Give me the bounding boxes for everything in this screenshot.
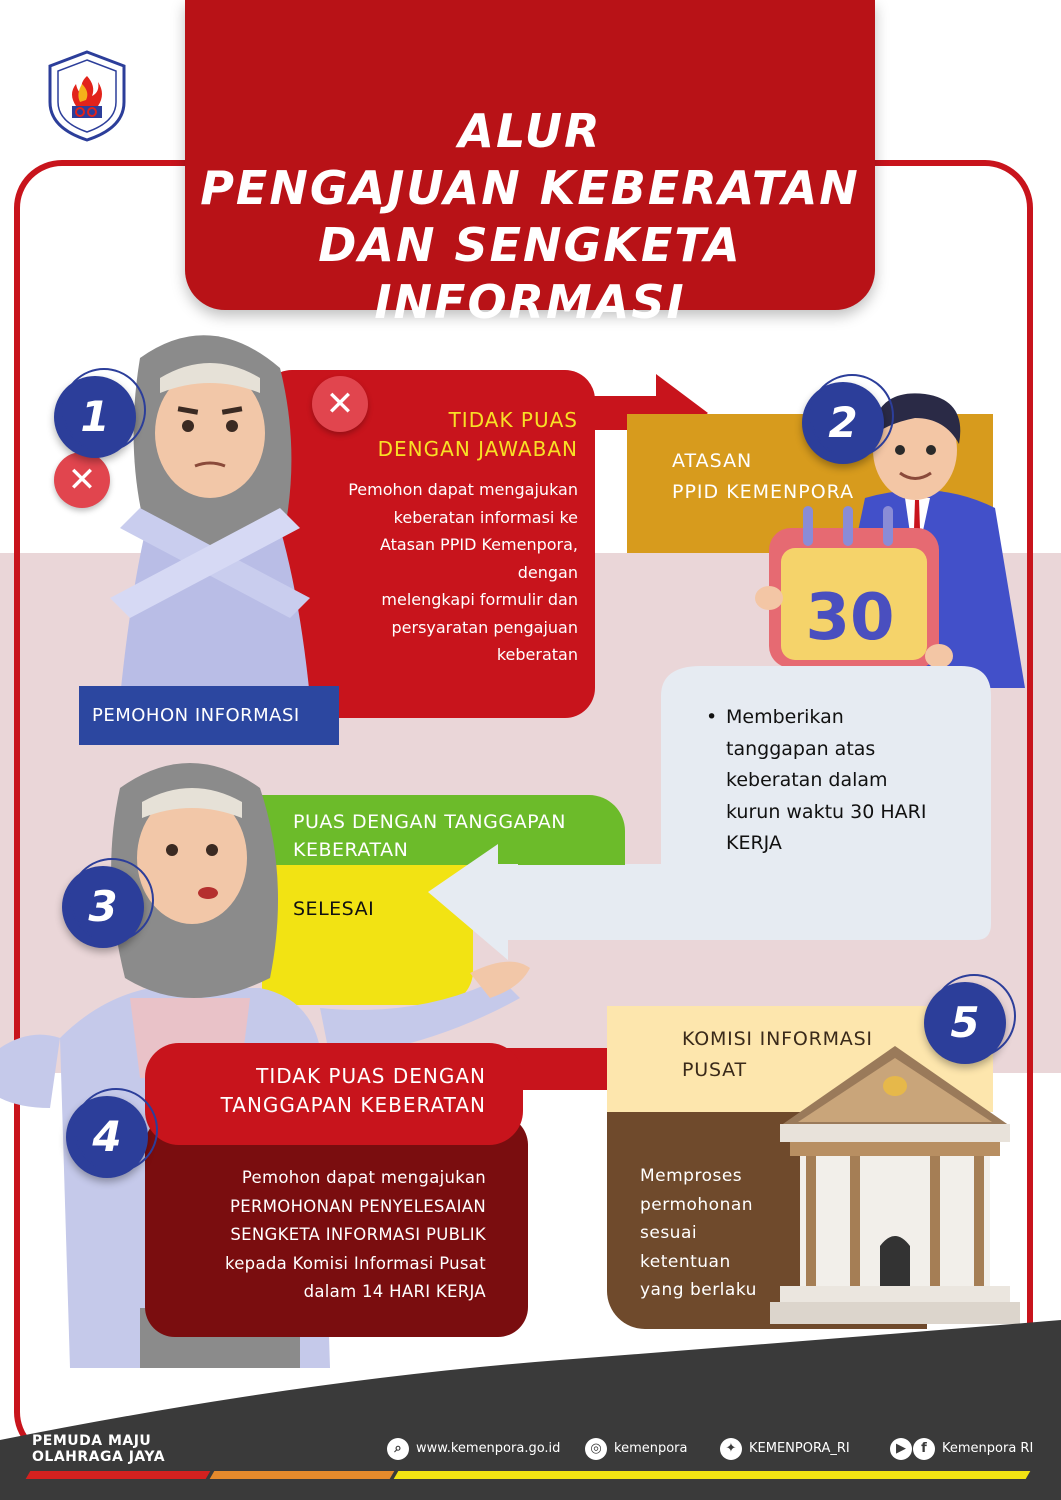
footer-slogan-line2: OLAHRAGA JAYA bbox=[32, 1449, 166, 1465]
step1-body-line: Pemohon dapat mengajukan bbox=[348, 480, 578, 499]
footer-slogan bbox=[32, 1433, 165, 1465]
instagram-icon: ◎ bbox=[585, 1438, 607, 1460]
pemohon-label-text: PEMOHON INFORMASI bbox=[92, 705, 300, 726]
step2-bullet-line: keberatan dalam bbox=[726, 769, 888, 791]
step5-body bbox=[640, 1162, 757, 1305]
step2-bullet-line: KERJA bbox=[726, 832, 782, 854]
step4-body bbox=[150, 1164, 486, 1307]
footer-stripe-red bbox=[26, 1471, 211, 1479]
title-line-2: PENGAJUAN KEBERATAN bbox=[200, 161, 860, 215]
footer-stripe-yellow bbox=[394, 1471, 1031, 1479]
step1-body-line: melengkapi formulir dan bbox=[381, 590, 578, 609]
title-line-3: DAN SENGKETA INFORMASI bbox=[318, 218, 742, 329]
step4-body-line: Pemohon dapat mengajukan bbox=[241, 1168, 486, 1187]
step4-body-line: SENGKETA INFORMASI PUBLIK bbox=[230, 1225, 486, 1244]
step3-puas-line2: KEBERATAN bbox=[293, 839, 409, 861]
step2-label-line1: ATASAN bbox=[672, 450, 753, 472]
step5-body-line: ketentuan bbox=[640, 1251, 731, 1272]
step4-body-line: PERMOHONAN PENYELESAIAN bbox=[230, 1196, 486, 1216]
step3-puas-line1: PUAS DENGAN TANGGAPAN bbox=[293, 811, 567, 833]
step-number-1: 1 bbox=[54, 376, 136, 458]
pemohon-label bbox=[79, 686, 339, 745]
step2-bullet-line: tanggapan atas bbox=[726, 737, 876, 760]
selesai-label: SELESAI bbox=[293, 898, 375, 920]
step4-heading bbox=[160, 1062, 486, 1120]
footer-stripe-orange bbox=[210, 1471, 395, 1479]
kemenpora-logo bbox=[44, 48, 130, 144]
step-number-4: 4 bbox=[66, 1096, 148, 1178]
step5-body-line: permohonan bbox=[640, 1194, 754, 1215]
step2-bullet bbox=[706, 702, 966, 860]
step2-bullet-line: kurun waktu 30 HARI bbox=[726, 800, 927, 823]
twitter-icon: ✦ bbox=[720, 1438, 742, 1460]
title-banner bbox=[185, 0, 875, 329]
step5-label-line2: PUSAT bbox=[682, 1059, 747, 1081]
footer-youtube-facebook[interactable]: Kemenpora RI bbox=[942, 1441, 1034, 1456]
step1-body-line: Atasan PPID Kemenpora, bbox=[379, 535, 578, 554]
step5-body-line: Memproses bbox=[640, 1166, 743, 1186]
step-number-3: 3 bbox=[62, 866, 144, 948]
step5-body-line: sesuai bbox=[640, 1223, 698, 1243]
footer-slogan-line1: PEMUDA MAJU bbox=[32, 1433, 152, 1449]
step-number-2: 2 bbox=[802, 382, 884, 464]
step3-puas-text bbox=[293, 808, 566, 864]
step4-body-line: kepada Komisi Informasi Pusat bbox=[224, 1253, 486, 1273]
search-icon: ⌕ bbox=[387, 1438, 409, 1460]
calendar-number: 30 bbox=[805, 581, 895, 655]
title-line-1: ALUR bbox=[458, 104, 602, 158]
step1-body-line: keberatan bbox=[496, 645, 578, 664]
step1-body bbox=[290, 476, 578, 669]
bullet-dot-icon: • bbox=[706, 706, 718, 728]
footer-twitter[interactable]: KEMENPORA_RI bbox=[749, 1441, 850, 1456]
step4-heading-line1: TIDAK PUAS DENGAN bbox=[256, 1064, 486, 1088]
step5-label-line1: KOMISI INFORMASI bbox=[682, 1028, 873, 1050]
step1-heading-line1: TIDAK PUAS bbox=[448, 408, 578, 432]
footer-website[interactable]: www.kemenpora.go.id bbox=[416, 1441, 561, 1456]
step4-body-line: dalam 14 HARI KERJA bbox=[303, 1282, 486, 1301]
x-mark-icon: ✕ bbox=[54, 452, 110, 508]
step5-body-line: yang berlaku bbox=[640, 1280, 757, 1300]
step1-body-line: persyaratan pengajuan bbox=[391, 617, 578, 637]
step1-heading bbox=[300, 406, 578, 464]
step1-body-line: dengan bbox=[517, 562, 578, 582]
step-number-5: 5 bbox=[924, 982, 1006, 1064]
step1-heading-line2: DENGAN JAWABAN bbox=[377, 437, 578, 461]
step1-body-line: keberatan informasi ke bbox=[393, 507, 578, 527]
footer-instagram[interactable]: kemenpora bbox=[614, 1441, 688, 1456]
step2-label-line2: PPID KEMENPORA bbox=[672, 481, 855, 503]
x-mark-icon: ✕ bbox=[312, 376, 368, 432]
step2-bullet-line: Memberikan bbox=[726, 706, 844, 728]
government-building-illustration bbox=[770, 1046, 1020, 1336]
step4-heading-line2: TANGGAPAN KEBERATAN bbox=[220, 1093, 486, 1117]
facebook-icon: f bbox=[913, 1438, 935, 1460]
youtube-icon: ▶ bbox=[890, 1438, 912, 1460]
